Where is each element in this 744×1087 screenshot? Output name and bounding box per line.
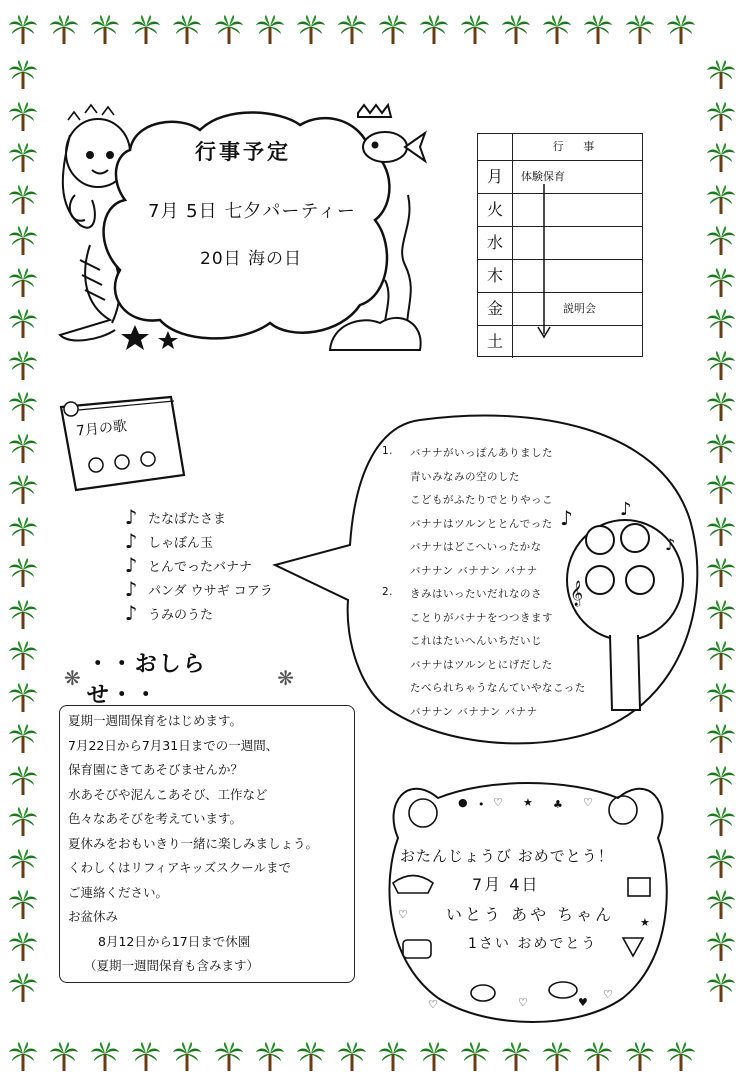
lyric-line: きみはいったいだれなのさ	[410, 588, 542, 600]
palm-tree-icon	[8, 517, 38, 547]
svg-text:♡: ♡	[603, 988, 613, 1001]
palm-tree-icon	[706, 973, 736, 1003]
palm-tree-icon	[706, 434, 736, 464]
lyric-line: バナナはツルンととんでった	[410, 517, 553, 530]
palm-tree-icon	[501, 15, 531, 45]
palm-tree-icon	[255, 1042, 285, 1072]
song-item	[122, 555, 252, 575]
schedule-day: 火	[478, 194, 513, 226]
palm-tree-icon	[706, 143, 736, 173]
schedule-event	[513, 227, 642, 259]
svg-text:♡: ♡	[428, 998, 438, 1011]
schedule-day: 月	[478, 161, 513, 193]
palm-tree-icon	[90, 1042, 120, 1072]
events-line-tanabata: 7月 5日 七夕パーティー	[148, 201, 356, 222]
palm-tree-icon	[378, 15, 408, 45]
arrow-down-icon	[534, 184, 554, 344]
palm-tree-icon	[8, 392, 38, 422]
palm-tree-icon	[706, 683, 736, 713]
svg-text:♡: ♡	[398, 908, 408, 921]
music-note-icon: ♪	[124, 529, 138, 553]
palm-tree-icon	[706, 268, 736, 298]
song-title: うみのうた	[148, 607, 214, 623]
lyric-line: バナナン バナナン バナナ	[410, 705, 538, 718]
palm-tree-icon	[378, 1042, 408, 1072]
palm-tree-icon	[8, 60, 38, 90]
palm-tree-icon	[706, 558, 736, 588]
palm-tree-icon	[542, 15, 572, 45]
lyric-line: 青いみなみの空のした	[410, 470, 520, 483]
lyric-line: バナナン バナナン バナナ	[410, 564, 538, 577]
svg-text:♡: ♡	[493, 796, 503, 809]
palm-tree-icon	[501, 1042, 531, 1072]
palm-tree-icon	[8, 15, 38, 45]
palm-tree-icon	[172, 1042, 202, 1072]
palm-tree-icon	[706, 641, 736, 671]
palm-tree-icon	[8, 932, 38, 962]
palm-tree-icon	[706, 807, 736, 837]
palm-tree-icon	[131, 15, 161, 45]
notice-line: 夏休みをおもいきり一緒に楽しみましょう。	[68, 835, 319, 851]
song-item	[122, 507, 226, 527]
palm-tree-icon	[172, 15, 202, 45]
palm-tree-icon	[419, 15, 449, 45]
lyric-line: バナナはどこへいったかな	[410, 541, 542, 553]
svg-text:♡: ♡	[518, 996, 528, 1009]
schedule-event	[513, 260, 642, 292]
events-title: 行事予定	[195, 140, 291, 164]
verse1-number: 1.	[382, 445, 394, 457]
song-title: とんでったバナナ	[148, 559, 253, 575]
palm-tree-icon	[625, 1042, 655, 1072]
palm-tree-icon	[296, 15, 326, 45]
palm-tree-icon	[8, 102, 38, 132]
palm-tree-icon	[706, 766, 736, 796]
svg-text:•: •	[478, 798, 485, 811]
palm-tree-icon	[583, 15, 613, 45]
schedule-day: 木	[478, 260, 513, 292]
palm-tree-icon	[706, 351, 736, 381]
music-note-icon: ♪	[124, 553, 138, 577]
schedule-event	[513, 194, 642, 226]
palm-tree-icon	[706, 392, 736, 422]
palm-tree-icon	[8, 268, 38, 298]
schedule-event: 体験保育	[521, 170, 565, 183]
svg-text:♡: ♡	[583, 796, 593, 809]
song-item	[122, 603, 213, 623]
palm-tree-icon	[706, 600, 736, 630]
palm-tree-icon	[90, 15, 120, 45]
palm-tree-icon	[8, 766, 38, 796]
svg-text:★: ★	[640, 916, 650, 929]
palm-tree-icon	[706, 849, 736, 879]
birthday-bear-frame	[378, 768, 678, 1024]
palm-tree-icon	[8, 185, 38, 215]
notice-line: 夏期一週間保育をはじめます。	[68, 713, 243, 728]
svg-text:♪: ♪	[560, 506, 573, 530]
palm-tree-icon	[214, 1042, 244, 1072]
schedule-day: 土	[478, 326, 513, 358]
notice-line: 色々なあそびを考えています。	[68, 811, 243, 826]
schedule-row	[478, 293, 642, 326]
palm-tree-icon	[625, 15, 655, 45]
palm-tree-icon	[706, 185, 736, 215]
svg-text:♥: ♥	[578, 996, 588, 1009]
notice-line: 8月12日から17日まで休園	[98, 933, 251, 949]
lyric-line: バナナはツルンとにげだした	[410, 658, 553, 671]
notice-line: 保育園にきてあそびませんか？	[68, 762, 244, 777]
palm-tree-icon	[706, 226, 736, 256]
palm-tree-icon	[8, 890, 38, 920]
svg-text:★: ★	[523, 796, 533, 809]
notice-heading-row	[64, 652, 294, 708]
palm-tree-icon	[8, 1042, 38, 1072]
palm-tree-icon	[706, 475, 736, 505]
songs-label: 7月の歌	[75, 418, 128, 440]
birthday-date: 7月 4日	[472, 875, 540, 894]
palm-tree-icon	[8, 143, 38, 173]
notice-line: くわしくはリフィアキッズスクールまで	[68, 860, 292, 875]
schedule-day: 金	[478, 293, 513, 325]
schedule-row	[478, 260, 642, 293]
sparkle-icon: ❋	[277, 666, 294, 690]
notice-heading: ・・おしらせ・・	[86, 652, 207, 708]
palm-tree-icon	[666, 1042, 696, 1072]
palm-tree-icon	[8, 434, 38, 464]
birthday-greeting: おたんじょうび おめでとう！	[400, 847, 614, 865]
schedule-header: 行 事	[552, 140, 603, 153]
svg-text:𝄞: 𝄞	[570, 581, 584, 606]
notice-line: ご連絡ください。	[68, 884, 169, 900]
palm-tree-icon	[49, 15, 79, 45]
palm-tree-icon	[542, 1042, 572, 1072]
palm-tree-icon	[296, 1042, 326, 1072]
song-title: たなばたさま	[148, 511, 227, 527]
song-item	[122, 531, 213, 551]
song-title: しゃぼん玉	[148, 535, 214, 551]
palm-tree-icon	[8, 807, 38, 837]
palm-tree-icon	[214, 15, 244, 45]
svg-text:♪: ♪	[620, 499, 632, 520]
schedule-row	[478, 161, 642, 194]
palm-tree-icon	[8, 226, 38, 256]
palm-tree-icon	[460, 15, 490, 45]
schedule-row	[478, 227, 642, 260]
palm-tree-icon	[706, 932, 736, 962]
song-item	[122, 579, 273, 599]
schedule-event: 説明会	[563, 302, 596, 315]
schedule-day: 水	[478, 227, 513, 259]
svg-text:♪: ♪	[665, 535, 676, 554]
rock-illustration	[330, 318, 421, 350]
fish-illustration	[358, 105, 425, 162]
palm-tree-icon	[8, 973, 38, 1003]
notice-line: お盆休み	[68, 909, 119, 924]
song-title: パンダ ウサギ コアラ	[148, 583, 273, 599]
palm-tree-icon	[337, 15, 367, 45]
palm-tree-icon	[8, 558, 38, 588]
palm-tree-icon	[706, 724, 736, 754]
music-note-icon: ♪	[124, 601, 138, 625]
lyric-line: ことりがバナナをつつきます	[410, 611, 553, 624]
palm-tree-icon	[8, 849, 38, 879]
songbook-illustration	[56, 395, 191, 495]
verse2-number: 2.	[382, 586, 394, 598]
schedule-row	[478, 194, 642, 227]
music-note-icon: ♪	[124, 577, 138, 601]
palm-tree-icon	[255, 15, 285, 45]
svg-text:♣: ♣	[553, 798, 563, 811]
palm-tree-icon	[8, 309, 38, 339]
notice-line: 7月22日から7月31日までの一週間、	[68, 737, 279, 753]
palm-tree-icon	[8, 600, 38, 630]
lyric-line: こどもがふたりでとりやっこ	[410, 494, 553, 506]
events-line-umi: 20日 海の日	[200, 249, 303, 269]
palm-tree-icon	[8, 351, 38, 381]
schedule-row	[478, 326, 642, 358]
notice-box	[59, 705, 355, 983]
palm-tree-icon	[8, 475, 38, 505]
palm-tree-icon	[706, 60, 736, 90]
notice-line: 水あそびや泥んこあそび、工作など	[68, 786, 268, 802]
palm-tree-icon	[706, 309, 736, 339]
palm-tree-icon	[706, 890, 736, 920]
palm-tree-icon	[8, 641, 38, 671]
schedule-event	[513, 326, 642, 358]
lyric-line: たべられちゃうなんていやなこった	[410, 682, 586, 694]
music-note-icon: ♪	[124, 505, 138, 529]
birthday-age: 1さい おめでとう	[468, 936, 598, 952]
palm-tree-icon	[49, 1042, 79, 1072]
palm-tree-icon	[419, 1042, 449, 1072]
palm-tree-icon	[131, 1042, 161, 1072]
palm-tree-icon	[583, 1042, 613, 1072]
palm-tree-icon	[8, 724, 38, 754]
lyric-line: バナナがいっぽんありました	[410, 447, 553, 459]
palm-tree-icon	[337, 1042, 367, 1072]
svg-text:●: ●	[458, 796, 468, 809]
palm-tree-icon	[666, 15, 696, 45]
schedule-table	[477, 133, 643, 357]
notice-line: （夏期一週間保育も含みます）	[84, 958, 260, 973]
birthday-name: いとう あや ちゃん	[446, 905, 615, 924]
palm-tree-icon	[706, 102, 736, 132]
lyric-line: これはたいへんいちだいじ	[410, 635, 542, 647]
sparkle-icon: ❋	[64, 666, 81, 690]
palm-tree-icon	[706, 517, 736, 547]
palm-tree-icon	[460, 1042, 490, 1072]
palm-tree-icon	[8, 683, 38, 713]
